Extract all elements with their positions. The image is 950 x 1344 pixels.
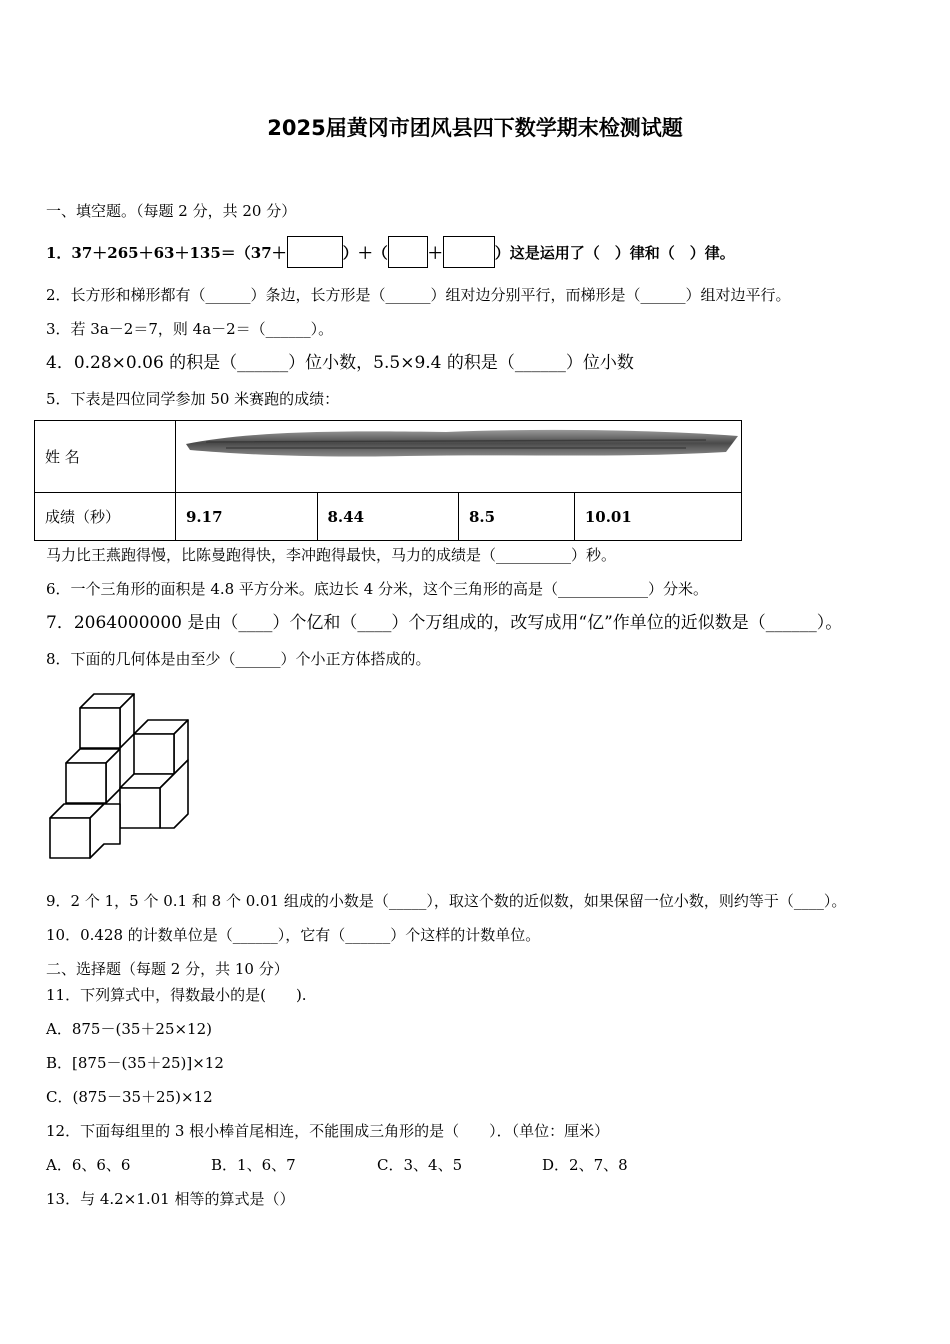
question-7: 7．2064000000 是由（____）个亿和（____）个万组成的，改写成用“亿”作单位的近似数是（______）。	[46, 613, 843, 633]
question-6: 6．一个三角形的面积是 4.8 平方分米。底边长 4 分米，这个三角形的高是（____________）分米。	[46, 580, 709, 598]
q1-text-c: ＋	[427, 244, 443, 262]
score-cell: 8.44	[317, 493, 459, 541]
question-5-note: 马力比王燕跑得慢，比陈曼跑得快，李冲跑得最快，马力的成绩是（__________）秒。	[46, 546, 617, 564]
section-heading-multiple-choice: 二、选择题（每题 2 分，共 10 分）	[46, 960, 289, 978]
question-5: 5．下表是四位同学参加 50 米赛跑的成绩：	[46, 390, 340, 408]
score-cell: 10.01	[574, 493, 741, 541]
option-c[interactable]: C．(875－35＋25)×12	[46, 1088, 213, 1106]
question-3: 3．若 3a－2＝7，则 4a－2＝（______）。	[46, 320, 334, 338]
score-cell: 9.17	[176, 493, 318, 541]
answer-box[interactable]	[287, 236, 343, 268]
question-12: 12．下面每组里的 3 根小棒首尾相连，不能围成三角形的是（ ）．（单位：厘米）	[46, 1122, 610, 1140]
question-2: 2．长方形和梯形都有（______）条边，长方形是（______）组对边分别平行，而梯形是（______）组对边平行。	[46, 286, 791, 304]
question-8: 8．下面的几何体是由至少（______）个小正方体搭成的。	[46, 650, 431, 668]
option-d[interactable]: D．2、7、8	[542, 1156, 628, 1174]
question-10: 10．0.428 的计数单位是（______），它有（______）个这样的计数单位。	[46, 926, 541, 944]
q1-text-b: ）＋（	[342, 244, 388, 262]
section-heading-fill-blank: 一、填空题。（每题 2 分，共 20 分）	[46, 202, 297, 220]
option-a[interactable]: A．6、6、6	[46, 1156, 131, 1174]
question-9: 9．2 个 1，5 个 0.1 和 8 个 0.01 组成的小数是（_____），取这个数的近似数，如果保留一位小数，则约等于（____）。	[46, 892, 847, 910]
obscured-names-image	[186, 424, 742, 464]
table-header-name: 姓 名	[35, 421, 176, 493]
option-b[interactable]: B．1、6、7	[211, 1156, 296, 1174]
option-b[interactable]: B．[875－(35＋25)]×12	[46, 1054, 224, 1072]
answer-box[interactable]	[443, 236, 495, 268]
table-header-score: 成绩（秒）	[35, 493, 176, 541]
q1-text-a: 1．37＋265＋63＋135＝（37＋	[46, 244, 287, 262]
answer-box[interactable]	[388, 236, 428, 268]
cube-stack-figure	[46, 690, 196, 865]
score-cell: 8.5	[459, 493, 575, 541]
question-4: 4．0.28×0.06 的积是（______）位小数，5.5×9.4 的积是（______）位小数	[46, 353, 634, 373]
question-1	[46, 236, 735, 268]
q1-text-d: ）这是运用了（ ）律和（ ）律。	[494, 244, 735, 262]
option-c[interactable]: C．3、4、5	[377, 1156, 463, 1174]
page-title: 2025届黄冈市团风县四下数学期末检测试题	[267, 116, 683, 140]
question-11: 11．下列算式中，得数最小的是( ).	[46, 986, 307, 1004]
option-a[interactable]: A．875－(35＋25×12)	[46, 1020, 212, 1038]
question-13: 13．与 4.2×1.01 相等的算式是（）	[46, 1190, 295, 1208]
